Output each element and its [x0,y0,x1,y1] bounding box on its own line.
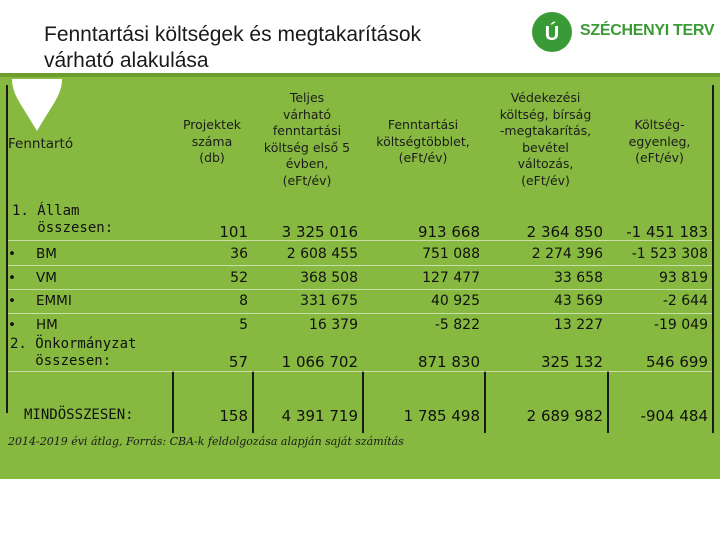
table-cell: -19 049 [653,317,708,333]
table-cell: 8 [239,293,248,309]
row-separator [8,313,712,314]
table-cell: 40 925 [431,293,480,309]
table-cell: 871 830 [417,353,480,371]
page-title-line-1: Fenntartási költségek és megtakarítások [44,23,422,46]
bullet: • [8,270,16,286]
table-cell: 4 391 719 [281,407,358,425]
table-cell: 43 569 [554,293,603,309]
svg-text:Ú: Ú [544,23,560,45]
table-cell: 13 227 [554,317,603,333]
table-cell: 57 [228,353,248,371]
header-vedekezesi: Védekezési költség, bírság -megtakarítás, bevétel változás, (eFt/év) [499,90,592,188]
row-label-onkormanyzat: 2. Önkormányzat összesen: [10,336,137,369]
table-cell: 2 608 455 [286,246,358,262]
table-cell: 2 364 850 [526,223,603,241]
table-cell: 3 325 016 [281,223,358,241]
table-cell: 1 785 498 [403,407,480,425]
table-cell: 325 132 [540,353,603,371]
table-cell: 751 088 [422,246,480,262]
bullet: • [8,293,16,309]
row-label-allam: 1. Állam összesen: [12,203,114,236]
table-cell: 368 508 [300,270,358,286]
row-separator [8,289,712,290]
row-label-mindosszesen: MINDÖSSZESEN: [24,407,134,423]
row-label-vm: VM [36,270,57,286]
header-teljes-koltseg: Teljes várható fenntartási költség első 5 évben, (eFt/év) [263,90,351,188]
row-separator [8,371,712,372]
table-cell: 546 699 [645,353,708,371]
table-panel [0,73,720,479]
page-title [44,22,514,74]
page-title-line-2: várható alakulása [44,49,209,72]
table-cell: -1 523 308 [631,246,708,262]
table-cell: 913 668 [417,223,480,241]
table-cell: -2 644 [662,293,708,309]
table-cell: -904 484 [640,407,708,425]
table-cell: 127 477 [422,270,480,286]
table-cell: 158 [219,407,248,425]
table-cell: 2 274 396 [531,246,603,262]
table-cell: 101 [219,223,248,241]
szechenyi-terv-logo [530,10,715,54]
header-projektek: Projektek száma (db) [182,117,242,165]
maintenance-cost-table [0,73,720,479]
table-cell: 52 [230,270,248,286]
header-koltsegegyenleg: Költség- egyenleg, (eFt/év) [628,117,691,165]
row-label-bm: BM [36,246,57,262]
table-cell: 331 675 [300,293,358,309]
table-cell: 36 [230,246,248,262]
bullet: • [8,317,16,333]
table-cell: 33 658 [554,270,603,286]
row-separator [8,265,712,266]
table-cell: 1 066 702 [281,353,358,371]
row-label-hm: HM [36,317,58,333]
table-cell: 2 689 982 [526,407,603,425]
bullet: • [8,246,16,262]
source-note: 2014-2019 évi átlag, Forrás: CBA-k feldolgozása alapján saját számítás [8,435,404,448]
table-border-right [712,85,714,433]
logo-text: SZÉCHENYI TERV [580,22,715,39]
table-cell: -5 822 [434,317,480,333]
logo-circle-icon [530,10,574,54]
table-cell: -1 451 183 [626,223,708,241]
table-cell: 16 379 [309,317,358,333]
table-cell: 5 [239,317,248,333]
header-fenntarto: Fenntartó [8,136,74,152]
row-label-emmi: EMMI [36,293,72,309]
header-fenntartasi-tobblet: Fenntartási költségtöbblet, (eFt/év) [376,117,470,165]
table-cell: 93 819 [659,270,708,286]
